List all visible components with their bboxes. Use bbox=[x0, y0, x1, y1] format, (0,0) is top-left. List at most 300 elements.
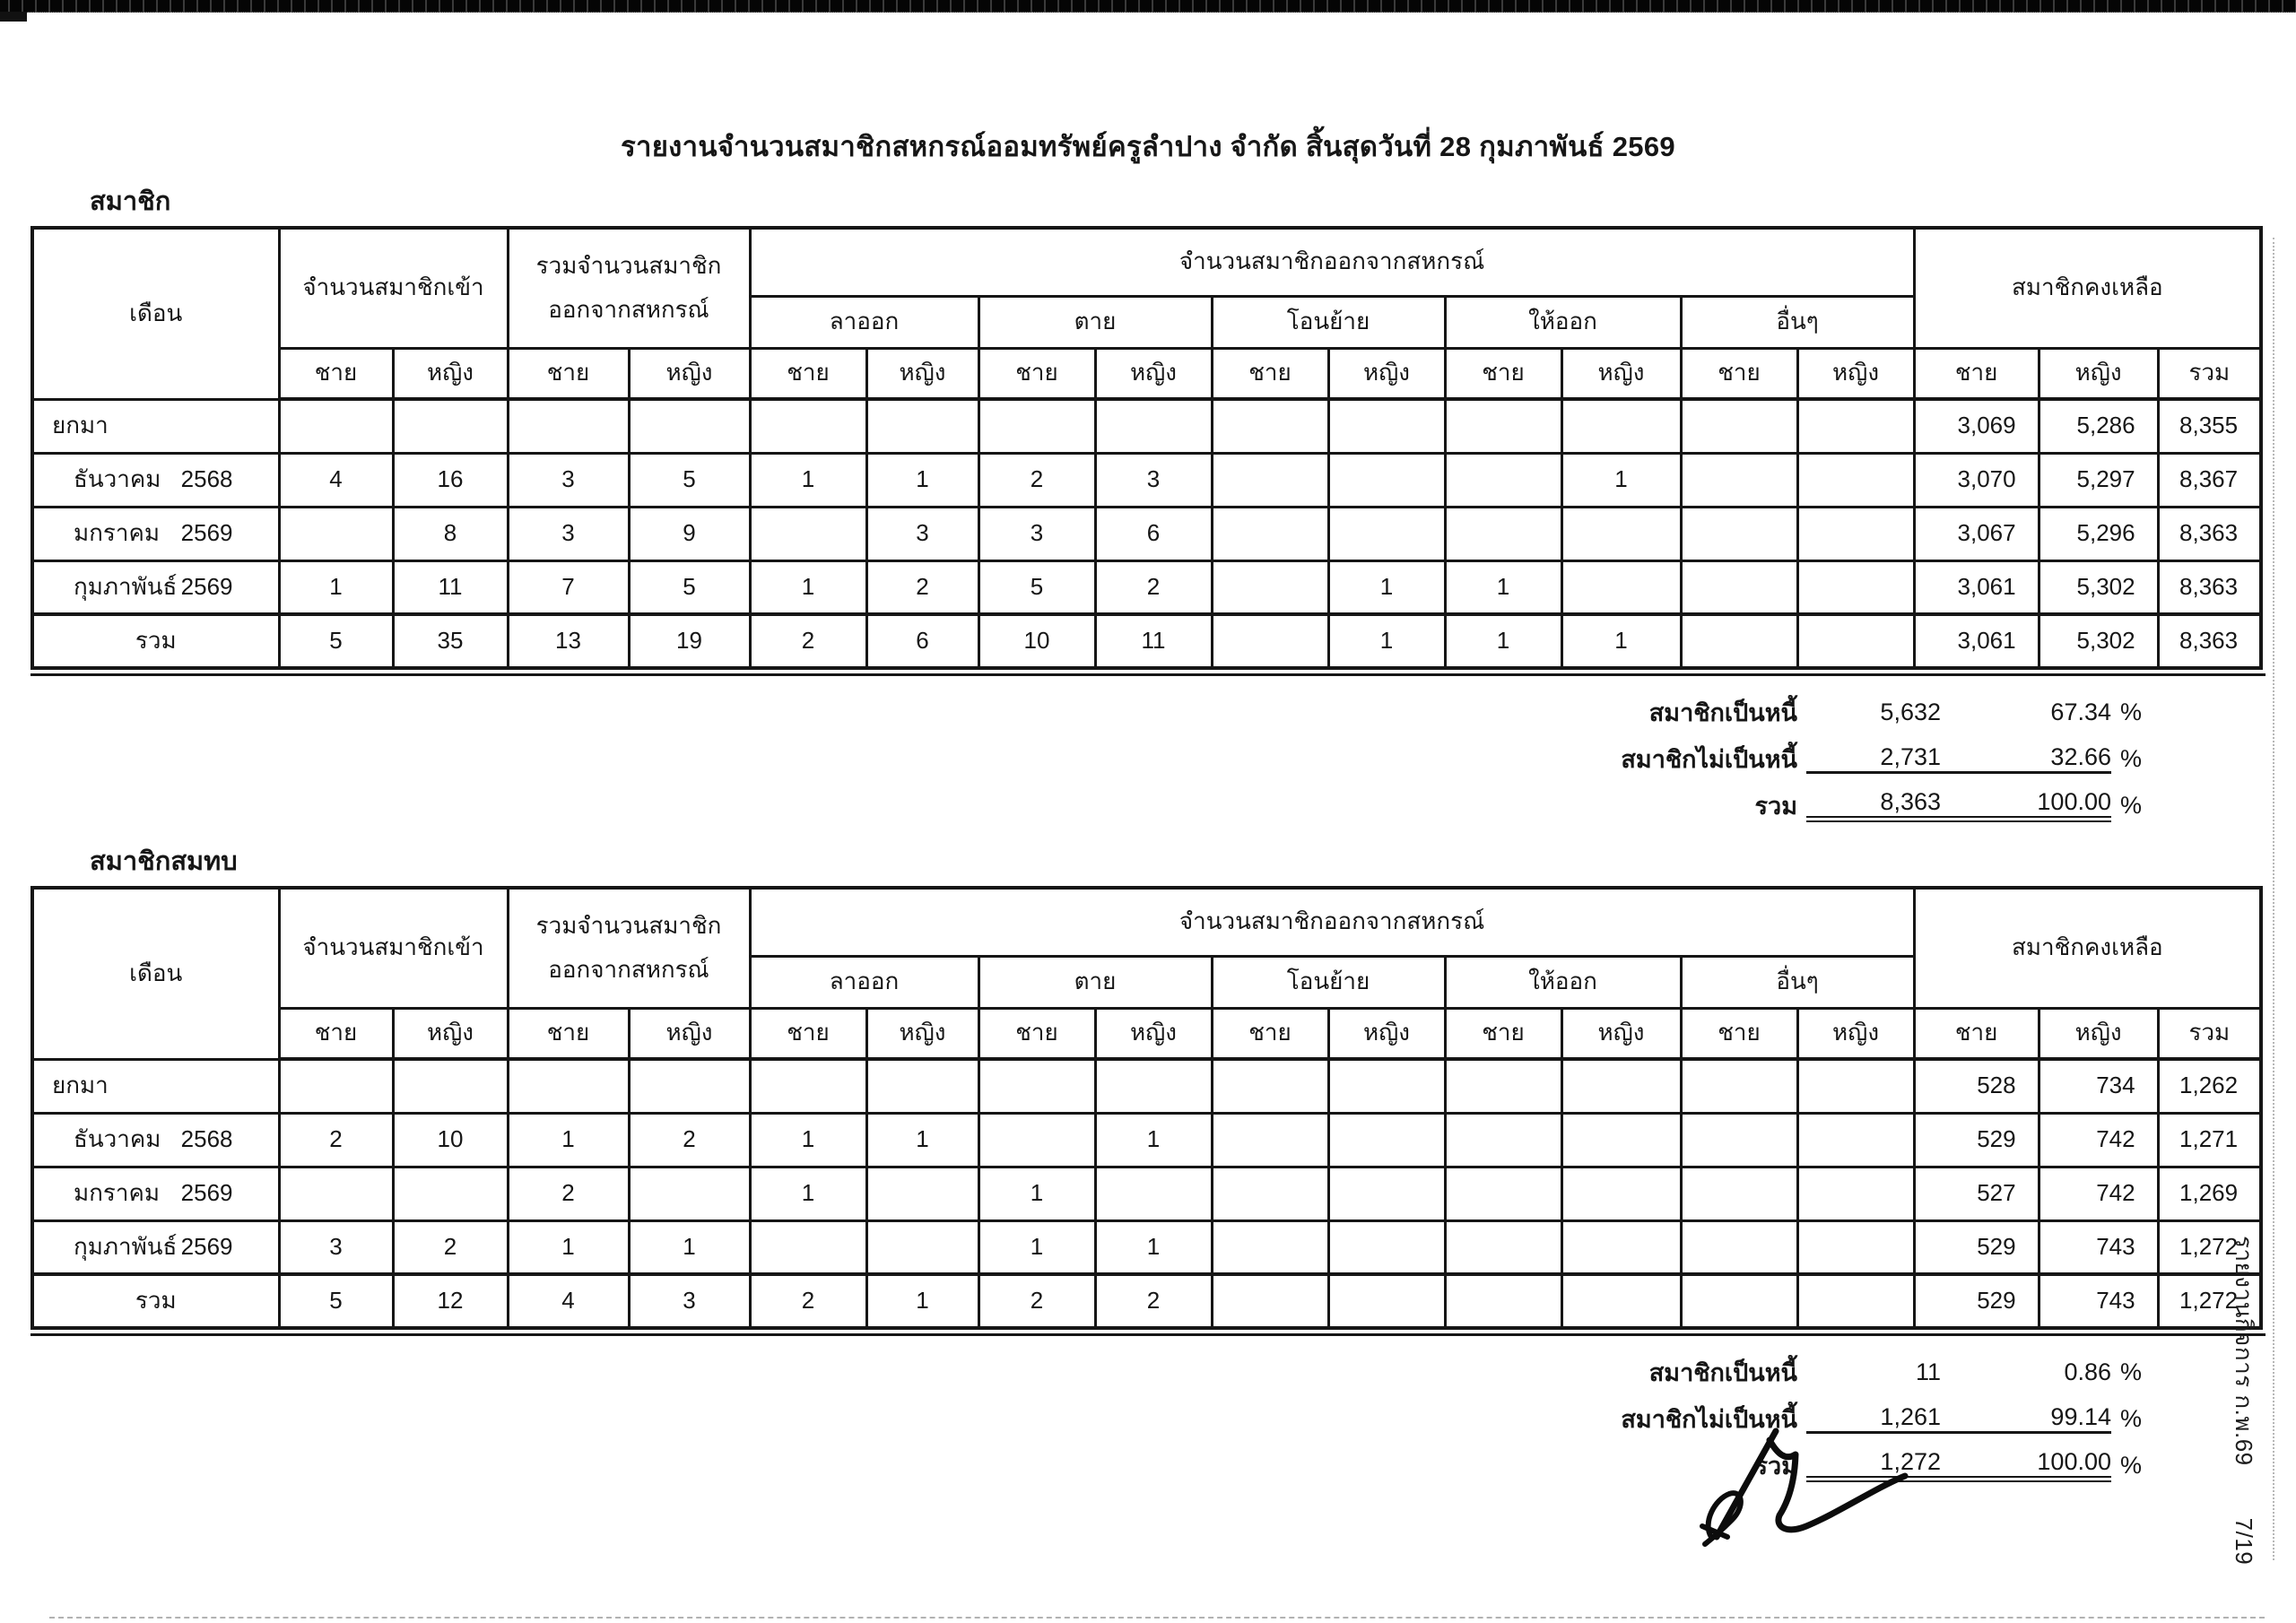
cell bbox=[1561, 1167, 1681, 1220]
month-cell-content bbox=[34, 409, 278, 443]
cell: 1 bbox=[750, 1167, 866, 1220]
cell: 8,363 bbox=[2158, 560, 2261, 614]
month-label: ธันวาคม bbox=[74, 1125, 161, 1153]
cell: 5 bbox=[279, 614, 393, 668]
col-header-male: ชาย bbox=[1445, 348, 1561, 399]
summary-value: 2,731 bbox=[1880, 743, 1941, 770]
cell: 1 bbox=[750, 560, 866, 614]
header-row-banner bbox=[32, 888, 2261, 956]
month-label: ยกมา bbox=[52, 1072, 109, 1099]
cell bbox=[1212, 1274, 1328, 1328]
col-header-other: อื่นๆ bbox=[1681, 956, 1914, 1008]
cell: 2 bbox=[978, 453, 1095, 507]
summary-row bbox=[1501, 1349, 2192, 1395]
cell: 1,269 bbox=[2158, 1167, 2261, 1220]
cell: 1 bbox=[279, 560, 393, 614]
cell: 1 bbox=[866, 1274, 978, 1328]
cell bbox=[1797, 1274, 1914, 1328]
cell bbox=[1328, 1113, 1445, 1167]
col-header-female: หญิง bbox=[2039, 348, 2158, 399]
cell: 742 bbox=[2039, 1113, 2158, 1167]
page-title: รายงานจำนวนสมาชิกสหกรณ์ออมทรัพย์ครูลำปาง จำกัด สิ้นสุดวันที่ 28 กุมภาพันธ์ 2569 bbox=[621, 131, 1675, 162]
month-cell bbox=[32, 1274, 279, 1328]
cell bbox=[1797, 507, 1914, 560]
cell bbox=[978, 1113, 1095, 1167]
cell: 3,061 bbox=[1914, 614, 2039, 668]
cell bbox=[1681, 1059, 1797, 1113]
cell bbox=[750, 1059, 866, 1113]
col-header-total-left-line2: ออกจากสหกรณ์ bbox=[548, 296, 709, 324]
month-cell-content bbox=[34, 570, 278, 604]
cell: 5 bbox=[629, 560, 750, 614]
cell: 3,061 bbox=[1914, 560, 2039, 614]
col-header-female: หญิง bbox=[2039, 1008, 2158, 1059]
cell: 2 bbox=[393, 1220, 508, 1274]
table-row bbox=[32, 1167, 2261, 1220]
month-cell-content bbox=[34, 624, 278, 658]
cell bbox=[1445, 1220, 1561, 1274]
month-label: มกราคม bbox=[74, 519, 160, 547]
col-header-male: ชาย bbox=[1212, 348, 1328, 399]
cell bbox=[1561, 1113, 1681, 1167]
col-header-male: ชาย bbox=[750, 1008, 866, 1059]
cell bbox=[1328, 1274, 1445, 1328]
summary-row bbox=[1501, 782, 2192, 829]
cell bbox=[1797, 614, 1914, 668]
cell: 743 bbox=[2039, 1220, 2158, 1274]
col-header-resigned: ลาออก bbox=[750, 296, 978, 348]
cell: 1 bbox=[1561, 614, 1681, 668]
cell: 3 bbox=[978, 507, 1095, 560]
summary-percent: 0.86 bbox=[2064, 1358, 2111, 1385]
summary-value: 1,272 bbox=[1880, 1448, 1941, 1475]
col-header-total-left-line2: ออกจากสหกรณ์ bbox=[548, 956, 709, 984]
cell bbox=[508, 399, 629, 453]
col-header-deceased: ตาย bbox=[978, 296, 1212, 348]
cell: 3 bbox=[508, 507, 629, 560]
col-header-female: หญิง bbox=[1095, 1008, 1212, 1059]
year-label: 2569 bbox=[180, 1232, 233, 1260]
summary-label: รวม bbox=[1754, 1452, 1797, 1480]
col-header-month: เดือน bbox=[32, 228, 279, 399]
cell bbox=[1212, 1059, 1328, 1113]
cell: 8 bbox=[393, 507, 508, 560]
cell: 1 bbox=[978, 1167, 1095, 1220]
cell: 1 bbox=[1095, 1220, 1212, 1274]
col-header-male: ชาย bbox=[978, 348, 1095, 399]
cell bbox=[1797, 1059, 1914, 1113]
side-note-text: รายงานกิจการ ก.พ.69 bbox=[2231, 1236, 2257, 1466]
cell bbox=[1095, 399, 1212, 453]
section-label-members: สมาชิก bbox=[90, 187, 171, 216]
cell: 1 bbox=[1328, 560, 1445, 614]
cell bbox=[1328, 1167, 1445, 1220]
cell bbox=[1797, 453, 1914, 507]
cell: 5 bbox=[629, 453, 750, 507]
cell bbox=[1681, 560, 1797, 614]
month-cell bbox=[32, 453, 279, 507]
month-label: รวม bbox=[135, 1287, 177, 1315]
cell: 5,296 bbox=[2039, 507, 2158, 560]
year-label: 2568 bbox=[180, 465, 233, 493]
cell bbox=[1445, 399, 1561, 453]
col-header-female: หญิง bbox=[629, 348, 750, 399]
cell bbox=[750, 399, 866, 453]
cell bbox=[1561, 1059, 1681, 1113]
col-header-male: ชาย bbox=[1914, 348, 2039, 399]
col-header-members-left-reasons: จำนวนสมาชิกออกจากสหกรณ์ bbox=[750, 888, 1914, 956]
cell: 4 bbox=[508, 1274, 629, 1328]
cell: 5,302 bbox=[2039, 560, 2158, 614]
col-header-female: หญิง bbox=[393, 348, 508, 399]
col-header-female: หญิง bbox=[1095, 348, 1212, 399]
col-header-members-remaining: สมาชิกคงเหลือ bbox=[1914, 888, 2261, 1008]
cell: 1,272 bbox=[2158, 1274, 2261, 1328]
month-label: กุมภาพันธ์ bbox=[74, 572, 178, 600]
col-header-female: หญิง bbox=[866, 1008, 978, 1059]
scan-artifact-right-line bbox=[2273, 238, 2274, 1560]
col-header-female: หญิง bbox=[1328, 348, 1445, 399]
col-header-total: รวม bbox=[2158, 348, 2261, 399]
summary-row bbox=[1501, 735, 2192, 782]
summary-label: สมาชิกเป็นหนี้ bbox=[1648, 1358, 1797, 1386]
cell: 7 bbox=[508, 560, 629, 614]
cell: 1 bbox=[1095, 1113, 1212, 1167]
cell: 2 bbox=[978, 1274, 1095, 1328]
month-cell-content bbox=[34, 1069, 278, 1103]
col-header-male: ชาย bbox=[1681, 348, 1797, 399]
cell: 734 bbox=[2039, 1059, 2158, 1113]
cell bbox=[1681, 453, 1797, 507]
month-cell bbox=[32, 507, 279, 560]
cell bbox=[1212, 560, 1328, 614]
month-cell bbox=[32, 560, 279, 614]
col-header-transferred: โอนย้าย bbox=[1212, 956, 1445, 1008]
cell bbox=[1445, 1167, 1561, 1220]
col-header-total-left bbox=[508, 228, 750, 348]
col-header-female: หญิง bbox=[1561, 348, 1681, 399]
col-header-dismissed: ให้ออก bbox=[1445, 296, 1681, 348]
table-row bbox=[32, 1274, 2261, 1328]
cell bbox=[1212, 1220, 1328, 1274]
table-row bbox=[32, 1059, 2261, 1113]
cell bbox=[1328, 399, 1445, 453]
col-header-female: หญิง bbox=[1328, 1008, 1445, 1059]
cell: 1 bbox=[629, 1220, 750, 1274]
cell: 13 bbox=[508, 614, 629, 668]
summary-percent: 99.14 bbox=[2050, 1403, 2111, 1430]
cell: 742 bbox=[2039, 1167, 2158, 1220]
cell bbox=[1681, 1220, 1797, 1274]
month-cell-content bbox=[34, 463, 278, 497]
col-header-total-left-line1: รวมจำนวนสมาชิก bbox=[535, 251, 722, 279]
cell: 8,355 bbox=[2158, 399, 2261, 453]
cell bbox=[1561, 1220, 1681, 1274]
cell bbox=[1681, 507, 1797, 560]
summary-percent-sign: % bbox=[2120, 1404, 2143, 1432]
year-label: 2569 bbox=[180, 1179, 233, 1207]
cell: 2 bbox=[1095, 1274, 1212, 1328]
month-label: รวม bbox=[135, 627, 177, 655]
cell: 529 bbox=[1914, 1220, 2039, 1274]
cell bbox=[279, 1059, 393, 1113]
cell bbox=[866, 1167, 978, 1220]
cell: 1 bbox=[1445, 560, 1561, 614]
table-row bbox=[32, 399, 2261, 453]
col-header-transferred: โอนย้าย bbox=[1212, 296, 1445, 348]
cell: 1 bbox=[866, 1113, 978, 1167]
table-row bbox=[32, 1113, 2261, 1167]
col-header-total-left bbox=[508, 888, 750, 1008]
header-row-gender bbox=[32, 1008, 2261, 1059]
cell bbox=[1681, 614, 1797, 668]
summary-values bbox=[1806, 743, 2111, 774]
col-header-male: ชาย bbox=[279, 348, 393, 399]
associate-members-table-container bbox=[30, 886, 2266, 1330]
cell bbox=[1561, 399, 1681, 453]
cell: 3 bbox=[1095, 453, 1212, 507]
col-header-dismissed: ให้ออก bbox=[1445, 956, 1681, 1008]
cell bbox=[1328, 1220, 1445, 1274]
cell: 16 bbox=[393, 453, 508, 507]
table-row bbox=[32, 1220, 2261, 1274]
summary-percent: 100.00 bbox=[2037, 1448, 2111, 1475]
col-header-deceased: ตาย bbox=[978, 956, 1212, 1008]
col-header-male: ชาย bbox=[1212, 1008, 1328, 1059]
cell bbox=[629, 399, 750, 453]
cell: 6 bbox=[1095, 507, 1212, 560]
year-label: 2569 bbox=[180, 519, 233, 547]
cell bbox=[1445, 1274, 1561, 1328]
signature-image bbox=[1661, 1401, 1921, 1567]
cell: 2 bbox=[750, 614, 866, 668]
cell bbox=[866, 1059, 978, 1113]
associate-members-table bbox=[30, 886, 2263, 1330]
members-table-container bbox=[30, 226, 2266, 670]
cell bbox=[1212, 507, 1328, 560]
summary-percent-sign: % bbox=[2120, 1451, 2143, 1479]
cell: 1 bbox=[508, 1113, 629, 1167]
cell: 2 bbox=[1095, 560, 1212, 614]
cell bbox=[978, 399, 1095, 453]
cell bbox=[1797, 560, 1914, 614]
col-header-female: หญิง bbox=[1797, 348, 1914, 399]
month-cell bbox=[32, 1059, 279, 1113]
cell bbox=[1681, 1274, 1797, 1328]
cell: 2 bbox=[629, 1113, 750, 1167]
summary-percent-sign: % bbox=[2120, 744, 2143, 772]
cell bbox=[1328, 1059, 1445, 1113]
year-label: 2568 bbox=[180, 1125, 233, 1153]
cell: 1 bbox=[1561, 453, 1681, 507]
cell: 3,070 bbox=[1914, 453, 2039, 507]
cell: 6 bbox=[866, 614, 978, 668]
cell: 11 bbox=[393, 560, 508, 614]
cell: 1 bbox=[866, 453, 978, 507]
cell bbox=[1445, 507, 1561, 560]
month-cell bbox=[32, 1167, 279, 1220]
cell bbox=[393, 399, 508, 453]
col-header-members-joined: จำนวนสมาชิกเข้า bbox=[279, 228, 508, 348]
cell: 1,272 bbox=[2158, 1220, 2261, 1274]
cell bbox=[1212, 453, 1328, 507]
col-header-members-joined: จำนวนสมาชิกเข้า bbox=[279, 888, 508, 1008]
month-label: ธันวาคม bbox=[74, 465, 161, 493]
col-header-members-left-reasons: จำนวนสมาชิกออกจากสหกรณ์ bbox=[750, 228, 1914, 296]
cell: 5,286 bbox=[2039, 399, 2158, 453]
month-label: มกราคม bbox=[74, 1179, 160, 1207]
cell bbox=[1212, 614, 1328, 668]
month-cell bbox=[32, 399, 279, 453]
cell: 9 bbox=[629, 507, 750, 560]
cell: 5 bbox=[279, 1274, 393, 1328]
cell bbox=[750, 507, 866, 560]
summary-value: 11 bbox=[1915, 1358, 1941, 1385]
cell: 2 bbox=[508, 1167, 629, 1220]
side-note-rotated bbox=[2225, 1236, 2262, 1565]
month-cell bbox=[32, 1220, 279, 1274]
month-cell-content bbox=[34, 1284, 278, 1318]
summary-percent-sign: % bbox=[2120, 1358, 2143, 1385]
cell bbox=[1681, 399, 1797, 453]
summary-value: 8,363 bbox=[1880, 788, 1941, 815]
col-header-male: ชาย bbox=[1681, 1008, 1797, 1059]
col-header-female: หญิง bbox=[866, 348, 978, 399]
cell: 19 bbox=[629, 614, 750, 668]
cell: 10 bbox=[393, 1113, 508, 1167]
cell: 35 bbox=[393, 614, 508, 668]
summary-label: สมาชิกไม่เป็นหนี้ bbox=[1621, 745, 1797, 773]
col-header-other: อื่นๆ bbox=[1681, 296, 1914, 348]
cell: 2 bbox=[866, 560, 978, 614]
cell: 3 bbox=[279, 1220, 393, 1274]
cell: 1 bbox=[750, 453, 866, 507]
associate-members-table-wrap bbox=[30, 886, 2266, 1336]
cell: 528 bbox=[1914, 1059, 2039, 1113]
summary-value: 1,261 bbox=[1880, 1403, 1941, 1430]
cell: 5,302 bbox=[2039, 614, 2158, 668]
col-header-female: หญิง bbox=[1561, 1008, 1681, 1059]
cell: 2 bbox=[279, 1113, 393, 1167]
cell: 1,262 bbox=[2158, 1059, 2261, 1113]
cell: 10 bbox=[978, 614, 1095, 668]
cell bbox=[866, 1220, 978, 1274]
cell bbox=[393, 1059, 508, 1113]
col-header-male: ชาย bbox=[508, 348, 629, 399]
cell: 1 bbox=[508, 1220, 629, 1274]
cell: 743 bbox=[2039, 1274, 2158, 1328]
cell bbox=[508, 1059, 629, 1113]
col-header-male: ชาย bbox=[508, 1008, 629, 1059]
col-header-female: หญิง bbox=[629, 1008, 750, 1059]
col-header-total: รวม bbox=[2158, 1008, 2261, 1059]
cell bbox=[1797, 1220, 1914, 1274]
cell bbox=[1095, 1167, 1212, 1220]
cell: 3 bbox=[629, 1274, 750, 1328]
cell bbox=[1095, 1059, 1212, 1113]
cell bbox=[1328, 507, 1445, 560]
col-header-month: เดือน bbox=[32, 888, 279, 1059]
col-header-total-left-line1: รวมจำนวนสมาชิก bbox=[535, 911, 722, 939]
cell bbox=[1445, 1059, 1561, 1113]
month-label: กุมภาพันธ์ bbox=[74, 1232, 178, 1260]
summary-values bbox=[1806, 1358, 2111, 1386]
summary-percent: 32.66 bbox=[2050, 743, 2111, 770]
cell bbox=[1445, 1113, 1561, 1167]
cell: 529 bbox=[1914, 1274, 2039, 1328]
cell bbox=[750, 1220, 866, 1274]
cell bbox=[1212, 399, 1328, 453]
cell: 11 bbox=[1095, 614, 1212, 668]
header-row-banner bbox=[32, 228, 2261, 296]
cell: 1,271 bbox=[2158, 1113, 2261, 1167]
table-row bbox=[32, 614, 2261, 668]
cell: 1 bbox=[1445, 614, 1561, 668]
month-cell bbox=[32, 614, 279, 668]
cell bbox=[1561, 560, 1681, 614]
cell bbox=[1212, 1113, 1328, 1167]
col-header-female: หญิง bbox=[393, 1008, 508, 1059]
summary-label: รวม bbox=[1754, 792, 1797, 820]
col-header-resigned: ลาออก bbox=[750, 956, 978, 1008]
cell: 4 bbox=[279, 453, 393, 507]
col-header-female: หญิง bbox=[1797, 1008, 1914, 1059]
cell bbox=[279, 507, 393, 560]
cell bbox=[1561, 507, 1681, 560]
summary-label: สมาชิกไม่เป็นหนี้ bbox=[1621, 1405, 1797, 1433]
cell: 3 bbox=[866, 507, 978, 560]
month-cell-content bbox=[34, 1176, 278, 1211]
col-header-members-remaining: สมาชิกคงเหลือ bbox=[1914, 228, 2261, 348]
col-header-male: ชาย bbox=[978, 1008, 1095, 1059]
cell: 3 bbox=[508, 453, 629, 507]
cell: 5,297 bbox=[2039, 453, 2158, 507]
col-header-male: ชาย bbox=[279, 1008, 393, 1059]
month-cell-content bbox=[34, 516, 278, 551]
cell: 3,067 bbox=[1914, 507, 2039, 560]
cell bbox=[629, 1167, 750, 1220]
scan-artifact-top-bar bbox=[0, 0, 2296, 13]
cell: 2 bbox=[750, 1274, 866, 1328]
cell: 1 bbox=[750, 1113, 866, 1167]
cell: 3,069 bbox=[1914, 399, 2039, 453]
members-summary bbox=[1501, 689, 2192, 829]
page-number: 7/19 bbox=[2231, 1517, 2257, 1566]
month-cell-content bbox=[34, 1123, 278, 1157]
summary-percent-sign: % bbox=[2120, 791, 2143, 819]
cell bbox=[1681, 1113, 1797, 1167]
members-table bbox=[30, 226, 2263, 670]
cell: 8,363 bbox=[2158, 614, 2261, 668]
table-row bbox=[32, 453, 2261, 507]
table-row bbox=[32, 560, 2261, 614]
cell: 1 bbox=[1328, 614, 1445, 668]
scan-artifact-corner-mark bbox=[0, 12, 27, 22]
cell bbox=[1681, 1167, 1797, 1220]
month-cell-content bbox=[34, 1230, 278, 1264]
cell: 1 bbox=[978, 1220, 1095, 1274]
col-header-male: ชาย bbox=[1914, 1008, 2039, 1059]
scan-artifact-bottom-line bbox=[49, 1617, 2265, 1619]
members-table-wrap bbox=[30, 226, 2266, 676]
summary-percent-sign: % bbox=[2120, 698, 2143, 725]
cell bbox=[279, 1167, 393, 1220]
cell bbox=[1561, 1274, 1681, 1328]
cell bbox=[978, 1059, 1095, 1113]
cell: 8,367 bbox=[2158, 453, 2261, 507]
summary-values bbox=[1806, 699, 2111, 726]
cell bbox=[393, 1167, 508, 1220]
